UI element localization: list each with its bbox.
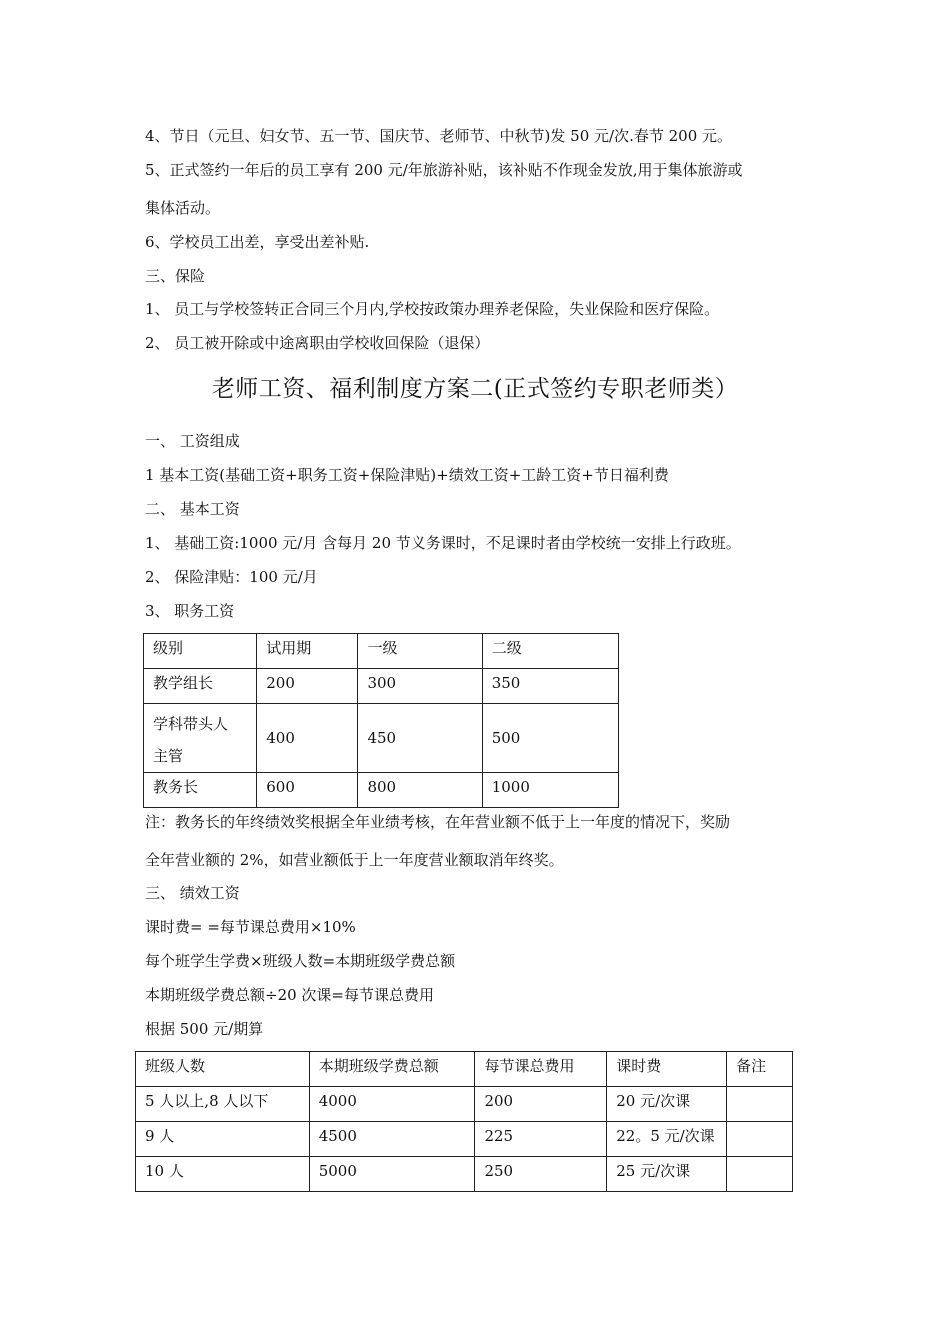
- table-cell: 教务长: [144, 773, 257, 808]
- table-cell: 250: [475, 1157, 607, 1192]
- section1-text: 1 基本工资(基础工资+职务工资+保险津贴)+绩效工资+工龄工资+节日福利费: [145, 466, 669, 484]
- table-cell: [144, 704, 257, 773]
- section2-item-2: 2、 保险津贴：100 元/月: [145, 568, 318, 586]
- table-header-cell: 本期班级学费总额: [309, 1052, 475, 1087]
- table-row: [144, 773, 619, 808]
- table-row: [136, 1122, 793, 1157]
- section1-heading: 一、 工资组成: [145, 432, 240, 450]
- section2-item-1: 1、 基础工资:1000 元/月 含每月 20 节义务课时，不足课时者由学校统一安排上行政班。: [145, 534, 741, 552]
- table-header-cell: 一级: [358, 634, 482, 669]
- insurance-item-2: 2、 员工被开除或中途离职由学校收回保险（退保）: [145, 334, 490, 352]
- table-cell: [727, 1087, 793, 1122]
- table-header-cell: 班级人数: [136, 1052, 310, 1087]
- table-cell: [727, 1122, 793, 1157]
- table-cell: 300: [358, 669, 482, 704]
- table-header-cell: 备注: [727, 1052, 793, 1087]
- table-header-cell: 课时费: [607, 1052, 727, 1087]
- benefit-item-6: 6、学校员工出差，享受出差补贴.: [145, 233, 370, 251]
- table-header-cell: 每节课总费用: [475, 1052, 607, 1087]
- table-cell: 200: [475, 1087, 607, 1122]
- table-cell: 20 元/次课: [607, 1087, 727, 1122]
- table-header-row: [144, 634, 619, 669]
- table-header-cell: 二级: [482, 634, 618, 669]
- table-header-row: [136, 1052, 793, 1087]
- plan-title: 老师工资、福利制度方案二(正式签约专职老师类）: [211, 376, 739, 402]
- fee-basis: 根据 500 元/期算: [145, 1020, 264, 1038]
- table-row: [144, 669, 619, 704]
- table-cell: 10 人: [136, 1157, 310, 1192]
- formula-1: 课时费= =每节课总费用×10%: [145, 918, 356, 936]
- table-cell: 22。5 元/次课: [607, 1122, 727, 1157]
- position-salary-table: [143, 633, 619, 808]
- table-cell: 350: [482, 669, 618, 704]
- section3-heading: 三、 绩效工资: [145, 884, 240, 902]
- table-cell: 1000: [482, 773, 618, 808]
- table-cell: 5 人以上,8 人以下: [136, 1087, 310, 1122]
- table-cell: 5000: [309, 1157, 475, 1192]
- insurance-item-1: 1、 员工与学校签转正合同三个月内,学校按政策办理养老保险，失业保险和医疗保险。: [145, 300, 720, 318]
- role-line-1: 学科带头人: [153, 715, 229, 733]
- note-line-1: 注：教务长的年终绩效奖根据全年业绩考核，在年营业额不低于上一年度的情况下，奖励: [145, 813, 731, 831]
- table-row: [144, 704, 619, 773]
- table-cell: 4000: [309, 1087, 475, 1122]
- table-cell: 200: [257, 669, 358, 704]
- table-header-cell: 试用期: [257, 634, 358, 669]
- table-cell: [727, 1157, 793, 1192]
- table-row: [136, 1157, 793, 1192]
- table-cell: 225: [475, 1122, 607, 1157]
- table-cell: 600: [257, 773, 358, 808]
- class-fee-table: [135, 1051, 793, 1192]
- note-line-2: 全年营业额的 2%，如营业额低于上一年度营业额取消年终奖。: [145, 851, 564, 869]
- section2-item-3: 3、 职务工资: [145, 602, 235, 620]
- table-cell: 800: [358, 773, 482, 808]
- table-row: [136, 1087, 793, 1122]
- role-line-2: 主管: [153, 747, 184, 765]
- formula-2: 每个班学生学费×班级人数=本期班级学费总额: [145, 952, 456, 970]
- table-cell: 4500: [309, 1122, 475, 1157]
- formula-3: 本期班级学费总额÷20 次课=每节课总费用: [145, 986, 434, 1004]
- table-cell: 450: [358, 704, 482, 773]
- table-header-cell: 级别: [144, 634, 257, 669]
- table-cell: 500: [482, 704, 618, 773]
- benefit-item-4: 4、节日（元旦、妇女节、五一节、国庆节、老师节、中秋节)发 50 元/次.春节 200 元。: [145, 127, 733, 145]
- benefit-item-5-line2: 集体活动。: [145, 199, 221, 217]
- table-cell: 400: [257, 704, 358, 773]
- benefit-item-5-line1: 5、正式签约一年后的员工享有 200 元/年旅游补贴，该补贴不作现金发放,用于集体旅游或: [145, 161, 743, 179]
- table-cell: 25 元/次课: [607, 1157, 727, 1192]
- table-cell: 教学组长: [144, 669, 257, 704]
- insurance-heading: 三、保险: [145, 267, 206, 285]
- section2-heading: 二、 基本工资: [145, 500, 240, 518]
- table-cell: 9 人: [136, 1122, 310, 1157]
